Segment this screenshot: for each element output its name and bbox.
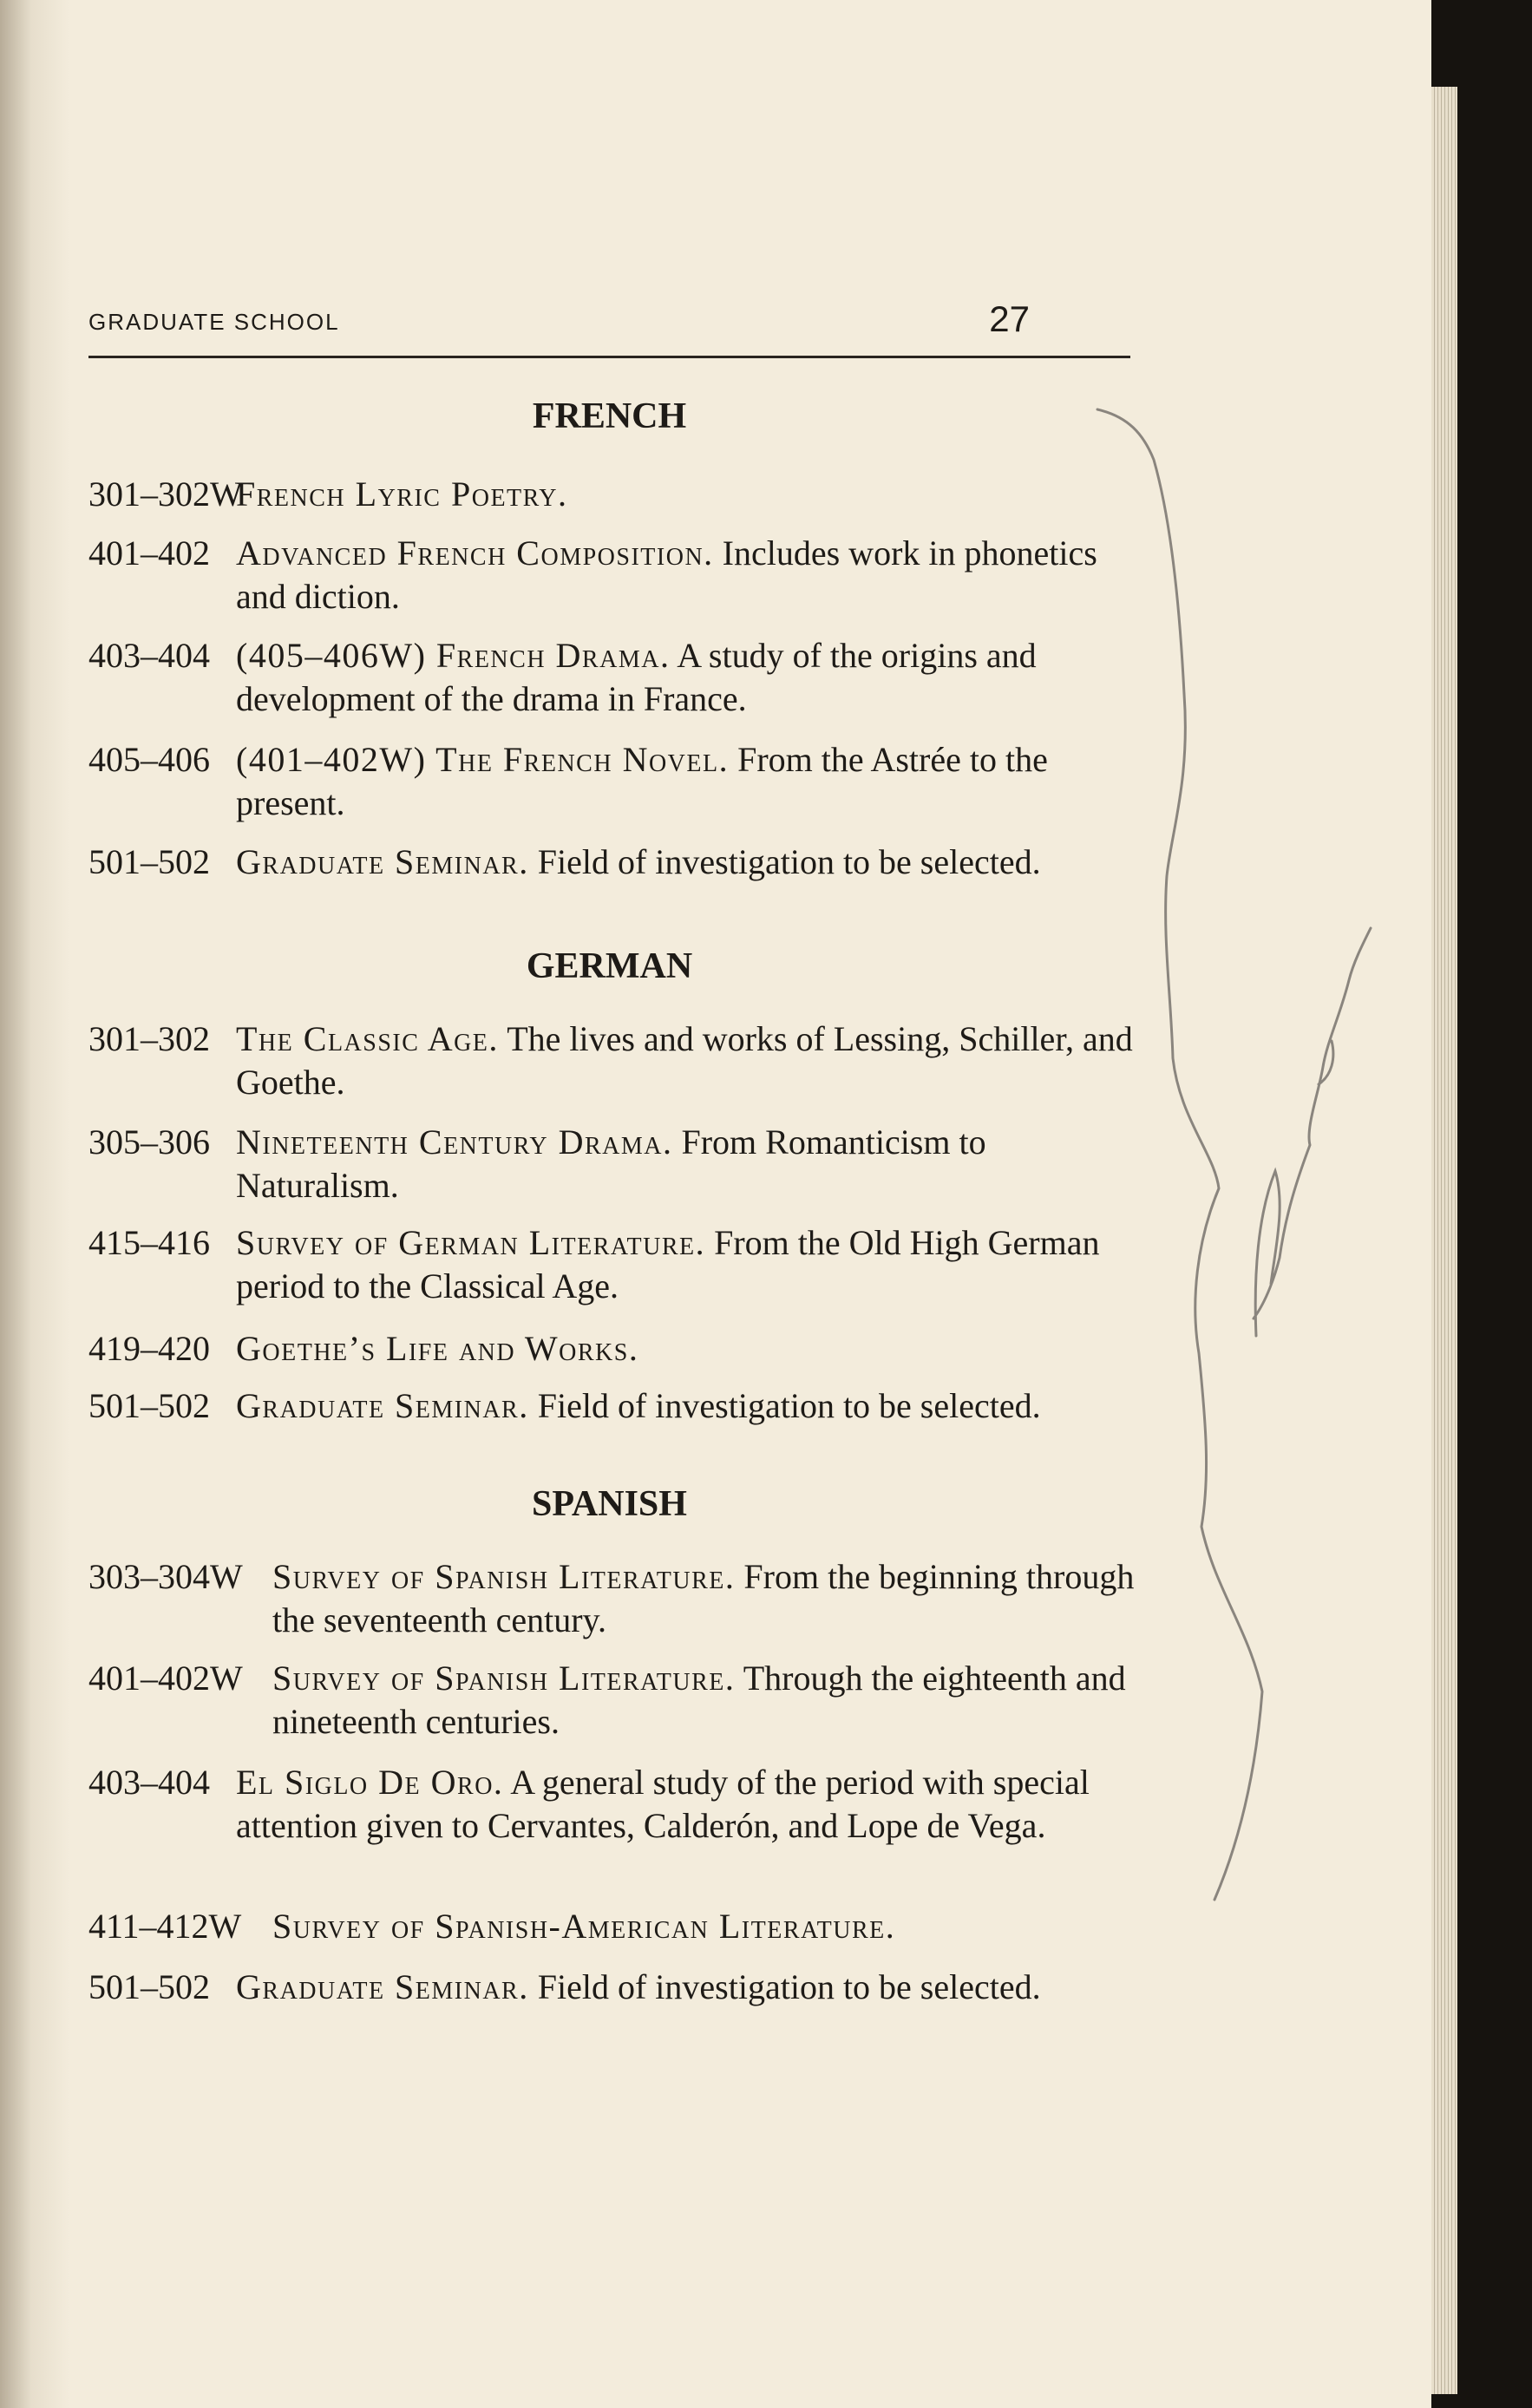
course-description: From Romanticism to Naturalism. xyxy=(236,1122,986,1205)
section-title-spanish: SPANISH xyxy=(532,1484,687,1524)
course-code: 301–302W xyxy=(88,474,243,514)
course-title: Graduate Seminar. xyxy=(236,1386,529,1425)
course-code: 501–502 xyxy=(88,1386,210,1425)
course-description: A general study of the period with special attention given to Cervantes, Calderón, and Lope de Vega. xyxy=(236,1763,1090,1845)
course-code: 501–502 xyxy=(88,842,210,881)
page-edges xyxy=(1431,87,1457,2394)
course-code: 411–412W xyxy=(88,1907,242,1946)
course-title: The Classic Age. xyxy=(236,1019,499,1058)
course-title: Survey of Spanish Literature. xyxy=(272,1557,736,1596)
course-title: Survey of German Literature. xyxy=(236,1223,706,1262)
page-number: 27 xyxy=(989,298,1030,339)
course-description: From the Old High German period to the Classical Age. xyxy=(236,1223,1100,1305)
course-description: From the Astrée to the present. xyxy=(236,740,1048,822)
course-code: 303–304W xyxy=(88,1557,243,1596)
course-description: Field of investigation to be selected. xyxy=(537,1967,1041,2006)
course-title: Advanced French Composition. xyxy=(236,533,714,573)
course-code: 305–306 xyxy=(88,1122,210,1161)
course-title: El Siglo De Oro. xyxy=(236,1763,504,1802)
course-description: Field of investigation to be selected. xyxy=(537,1386,1041,1425)
course-title: Nineteenth Century Drama. xyxy=(236,1122,673,1161)
course-code: 415–416 xyxy=(88,1223,210,1262)
course-code: 405–406 xyxy=(88,740,210,779)
course-title: Survey of Spanish-American Literature. xyxy=(272,1907,896,1946)
running-head: GRADUATE SCHOOL xyxy=(88,309,340,335)
section-title-german: GERMAN xyxy=(526,946,693,986)
course-code: 403–404 xyxy=(88,1763,210,1802)
course-code: 401–402W xyxy=(88,1659,243,1698)
course-description: A study of the origins and development of the drama in France. xyxy=(236,636,1037,718)
course-code: 501–502 xyxy=(88,1967,210,2006)
course-description: Through the eighteenth and nineteenth centuries. xyxy=(272,1659,1126,1741)
course-description: The lives and works of Lessing, Schiller, and Goethe. xyxy=(236,1019,1133,1102)
course-code: 403–404 xyxy=(88,636,210,675)
course-description: From the beginning through the seventeenth century. xyxy=(272,1557,1135,1639)
course-description: Includes work in phonetics and diction. xyxy=(236,533,1097,616)
course-title: (401–402W) The French Novel. xyxy=(236,740,730,779)
section-title-french: FRENCH xyxy=(532,396,687,436)
course-title: Graduate Seminar. xyxy=(236,842,529,881)
course-code: 301–302 xyxy=(88,1019,210,1058)
course-title: French Lyric Poetry. xyxy=(236,474,568,514)
course-description: Field of investigation to be selected. xyxy=(537,842,1041,881)
course-code: 401–402 xyxy=(88,533,210,573)
course-title: Graduate Seminar. xyxy=(236,1967,529,2006)
course-code: 419–420 xyxy=(88,1329,210,1368)
course-title: (405–406W) French Drama. xyxy=(236,636,671,675)
course-title: Survey of Spanish Literature. xyxy=(272,1659,736,1698)
course-title: Goethe’s Life and Works. xyxy=(236,1329,639,1368)
